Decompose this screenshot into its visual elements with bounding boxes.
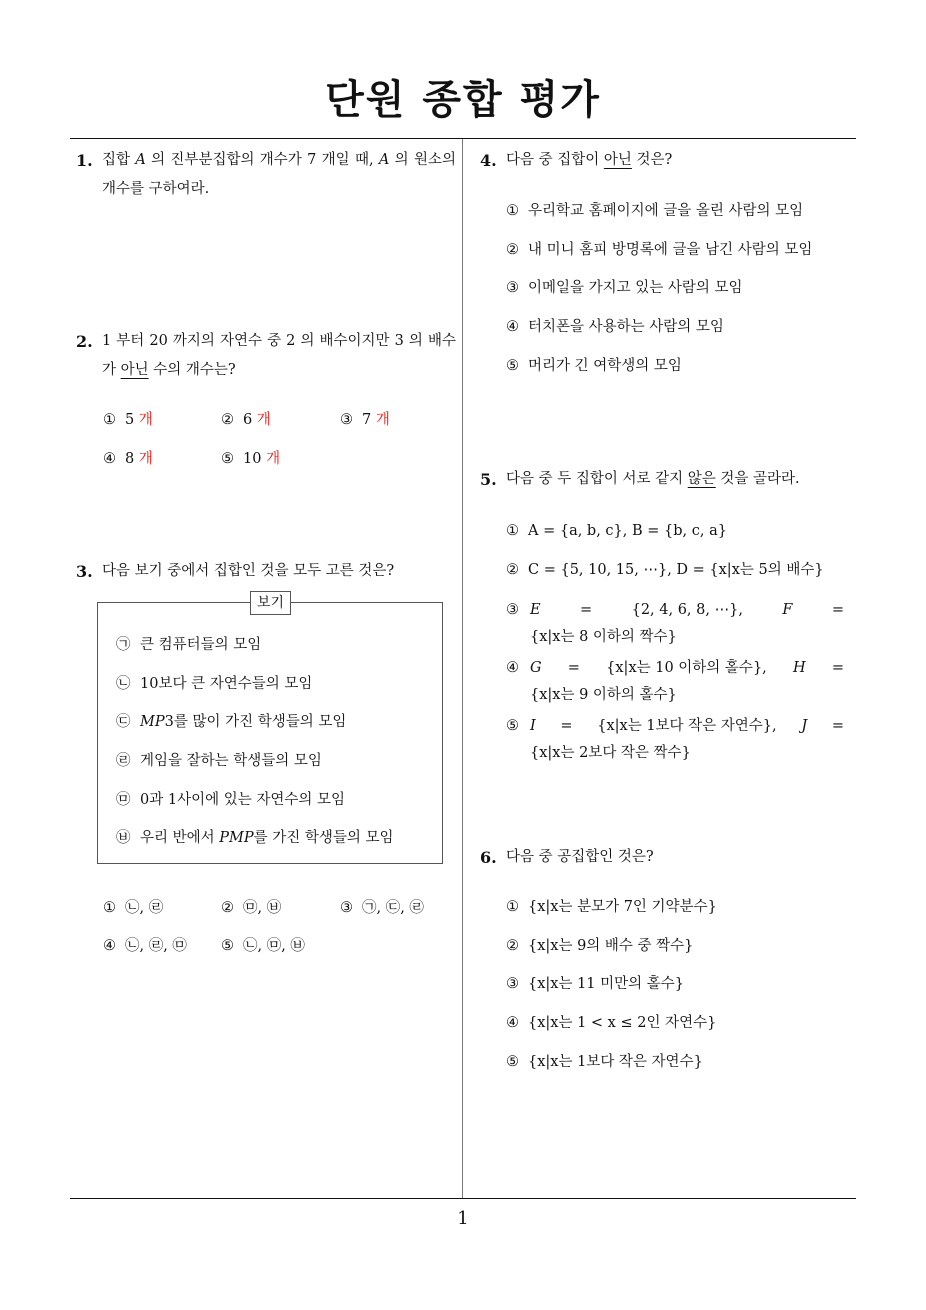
answer-option-5[interactable]: ⑤ {x|x는 1보다 작은 자연수} xyxy=(506,1054,703,1070)
answer-option-1[interactable]: ① 5 개 xyxy=(103,412,153,428)
answer-option-1[interactable]: ① A = {a, b, c}, B = {b, c, a} xyxy=(506,523,727,539)
question-text: 집합 A 의 진부분집합의 개수가 7 개일 때, A 의 원소의 개수를 구하여라. xyxy=(102,152,456,197)
answer-option-3[interactable]: ③ ㉠, ㉢, ㉣ xyxy=(340,900,424,916)
example-item: ㉡ 10보다 큰 자연수들의 모임 xyxy=(116,676,313,692)
example-item: ㉠ 큰 컴퓨터들의 모임 xyxy=(116,637,262,653)
page-number: 1 xyxy=(457,1208,469,1229)
example-box xyxy=(97,595,443,864)
question-6 xyxy=(480,843,852,872)
answer-option-5[interactable]: ⑤ 10 개 xyxy=(221,451,281,467)
question-5 xyxy=(480,465,852,494)
question-2 xyxy=(76,327,456,385)
question-number: 6. xyxy=(480,848,497,867)
example-item: ㉥ 우리 반에서 PMP를 가진 학생들의 모임 xyxy=(116,830,394,846)
question-text: 다음 중 두 집합이 서로 같지 않은 것을 골라라. xyxy=(506,471,800,487)
bottom-rule xyxy=(70,1198,856,1199)
answer-option-3[interactable]: ③ {x|x는 11 미만의 홀수} xyxy=(506,976,685,992)
answer-option-1[interactable]: ① {x|x는 분모가 7인 기약분수} xyxy=(506,899,717,915)
example-item: ㉢ MP3를 많이 가진 학생들의 모임 xyxy=(116,714,347,730)
question-number: 1. xyxy=(76,151,93,170)
answer-option-4[interactable]: ④ 8 개 xyxy=(103,451,153,467)
question-number: 5. xyxy=(480,470,497,489)
question-text: 1 부터 20 까지의 자연수 중 2 의 배수이지만 3 의 배수가 아닌 수의 개수는? xyxy=(102,333,456,378)
page-title: 단원 종합 평가 xyxy=(325,77,601,123)
answer-option-5[interactable]: ⑤ 머리가 긴 여학생의 모임 xyxy=(506,358,682,374)
answer-option-3[interactable]: ③ 이메일을 가지고 있는 사람의 모임 xyxy=(506,280,743,296)
question-number: 2. xyxy=(76,332,93,351)
example-item: ㉣ 게임을 잘하는 학생들의 모임 xyxy=(116,753,322,769)
answer-option-2[interactable]: ② 내 미니 홈피 방명록에 글을 남긴 사람의 모임 xyxy=(506,242,813,258)
answer-option-3[interactable]: ③ 7 개 xyxy=(340,412,390,428)
answer-option-4[interactable]: ④ ㉡, ㉣, ㉤ xyxy=(103,938,187,954)
example-box-label: 보기 xyxy=(250,591,291,615)
question-4 xyxy=(480,146,852,175)
answer-option-2[interactable]: ② ㉤, ㉥ xyxy=(221,900,282,916)
question-text: 다음 중 집합이 아닌 것은? xyxy=(506,152,673,168)
question-text: 다음 보기 중에서 집합인 것을 모두 고른 것은? xyxy=(102,563,395,579)
answer-option-4[interactable]: ④ 터치폰을 사용하는 사람의 모임 xyxy=(506,319,724,335)
top-rule xyxy=(70,138,856,139)
answer-option-2[interactable]: ② 6 개 xyxy=(221,412,271,428)
answer-option-1[interactable]: ① ㉡, ㉣ xyxy=(103,900,164,916)
question-number: 3. xyxy=(76,562,93,581)
answer-option-4[interactable]: ④ G = {x|x는 10 이하의 홀수}, H = {x|x는 9 이하의 홀수} xyxy=(506,660,844,703)
example-item: ㉤ 0과 1사이에 있는 자연수의 모임 xyxy=(116,792,345,808)
question-number: 4. xyxy=(480,151,497,170)
answer-option-4[interactable]: ④ {x|x는 1 < x ≤ 2인 자연수} xyxy=(506,1015,717,1031)
answer-option-1[interactable]: ① 우리학교 홈페이지에 글을 올린 사람의 모임 xyxy=(506,203,804,219)
answer-option-5[interactable]: ⑤ ㉡, ㉤, ㉥ xyxy=(221,938,305,954)
answer-option-2[interactable]: ② {x|x는 9의 배수 중 짝수} xyxy=(506,938,694,954)
answer-option-5[interactable]: ⑤ I = {x|x는 1보다 작은 자연수}, J = {x|x는 2보다 작은 짝수} xyxy=(506,718,844,761)
answer-option-3[interactable]: ③ E = {2, 4, 6, 8, ⋯}, F = {x|x는 8 이하의 짝수} xyxy=(506,602,844,645)
question-1 xyxy=(76,146,456,204)
column-divider xyxy=(462,139,463,1199)
question-text: 다음 중 공집합인 것은? xyxy=(506,849,654,865)
question-3 xyxy=(76,557,456,586)
answer-option-2[interactable]: ② C = {5, 10, 15, ⋯}, D = {x|x는 5의 배수} xyxy=(506,562,824,578)
